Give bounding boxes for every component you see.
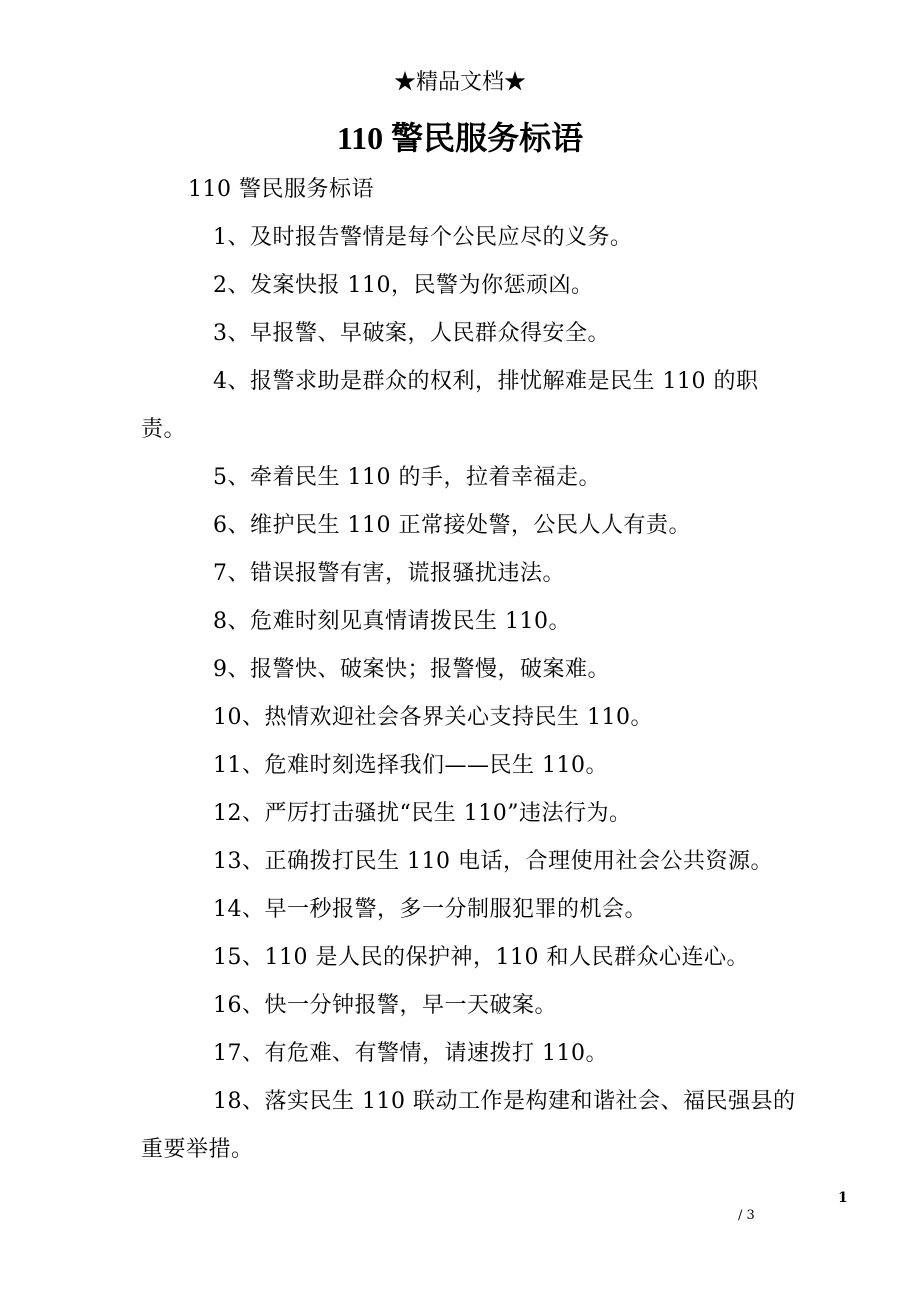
slogan-item: 7、错误报警有害，谎报骚扰违法。 xyxy=(213,561,565,586)
slogan-item: 17、有危难、有警情，请速拨打 110。 xyxy=(213,1041,608,1066)
page-number: 1 xyxy=(838,1190,848,1206)
slogan-item: 4、报警求助是群众的权利，排忧解难是民生 110 的职责。 xyxy=(141,369,759,442)
slogan-item: 3、早报警、早破案，人民群众得安全。 xyxy=(213,321,610,346)
slogan-item: 18、落实民生 110 联动工作是构建和谐社会、福民强县的重要举措。 xyxy=(141,1089,796,1162)
document-body xyxy=(141,166,801,1174)
slogan-item: 15、110 是人民的保护神，110 和人民群众心连心。 xyxy=(213,945,749,970)
page-total: / 3 xyxy=(738,1208,755,1223)
slogan-item: 8、危难时刻见真情请拨民生 110。 xyxy=(213,609,571,634)
slogan-item: 14、早一秒报警，多一分制服犯罪的机会。 xyxy=(213,897,647,922)
slogan-item: 9、报警快、破案快；报警慢，破案难。 xyxy=(213,657,610,682)
subtitle: 110 警民服务标语 xyxy=(188,177,374,202)
slogan-item: 12、严厉打击骚扰“民生 110”违法行为。 xyxy=(213,801,632,826)
slogan-item: 6、维护民生 110 正常接处警，公民人人有责。 xyxy=(213,513,691,538)
slogan-item: 2、发案快报 110，民警为你惩顽凶。 xyxy=(213,273,594,298)
slogan-item: 16、快一分钟报警，早一天破案。 xyxy=(213,993,557,1018)
slogan-item: 1、及时报告警情是每个公民应尽的义务。 xyxy=(213,225,633,250)
slogan-item: 11、危难时刻选择我们——民生 110。 xyxy=(213,753,608,778)
slogan-item: 10、热情欢迎社会各界关心支持民生 110。 xyxy=(213,705,653,730)
slogan-item: 5、牵着民生 110 的手，拉着幸福走。 xyxy=(213,465,601,490)
document-title: 110 警民服务标语 xyxy=(336,120,584,156)
document-header: ★精品文档★ xyxy=(393,70,526,95)
slogan-item: 13、正确拨打民生 110 电话，合理使用社会公共资源。 xyxy=(213,849,773,874)
